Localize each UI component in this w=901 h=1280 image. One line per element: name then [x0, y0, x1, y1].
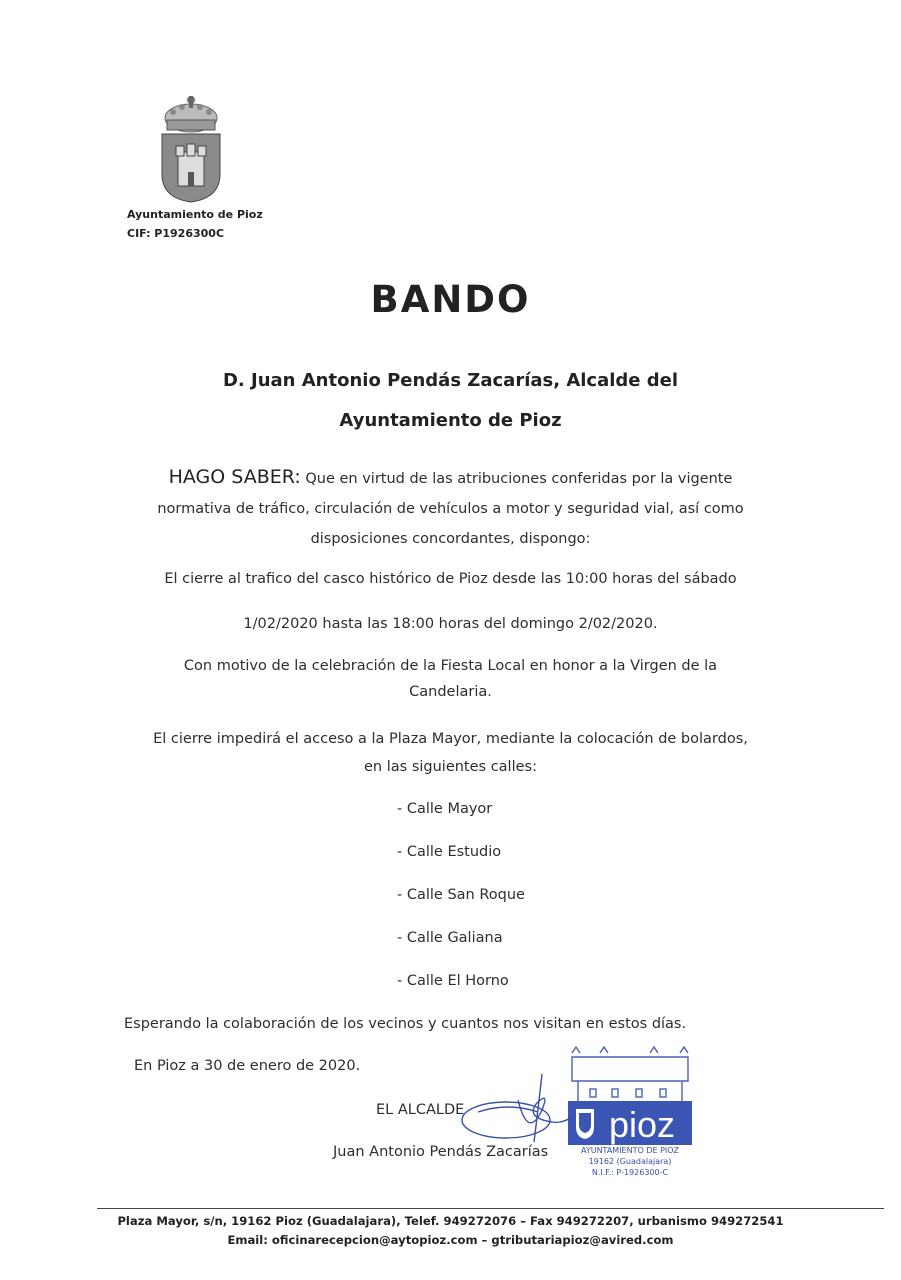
- org-cif: CIF: P1926300C: [127, 227, 225, 240]
- signature-role: EL ALCALDE: [376, 1102, 465, 1118]
- list-item: - Calle Mayor: [397, 801, 493, 817]
- list-item: - Calle San Roque: [397, 887, 525, 903]
- footer-email: Email: oficinarecepcion@aytopioz.com – gtributariapioz@avired.com: [227, 1233, 674, 1247]
- intro-line-1: [0, 466, 901, 488]
- list-item: - Calle Estudio: [397, 844, 502, 860]
- motive-line-2: Candelaria.: [409, 684, 492, 700]
- intro-text-1: Que en virtud de las atribuciones conferidas por la vigente: [305, 471, 733, 487]
- org-name: Ayuntamiento de Pioz: [127, 208, 263, 221]
- closure-line-1: El cierre al trafico del casco histórico de Pioz desde las 10:00 horas del sábado: [164, 571, 737, 587]
- signature-icon: [458, 1070, 578, 1150]
- mayor-line-2: Ayuntamiento de Pioz: [339, 410, 562, 431]
- mayor-line-1: D. Juan Antonio Pendás Zacarías, Alcalde del: [222, 370, 679, 391]
- footer-address: Plaza Mayor, s/n, 19162 Pioz (Guadalajara), Telef. 949272076 – Fax 949272207, urbanismo 949272541: [117, 1214, 784, 1228]
- motive-line-1: Con motivo de la celebración de la Fiesta Local en honor a la Virgen de la: [183, 658, 718, 674]
- intro-line-2: normativa de tráfico, circulación de vehículos a motor y seguridad vial, así como: [157, 501, 744, 517]
- access-line-2: en las siguientes calles:: [364, 759, 537, 775]
- stamp-line-2: 19162 (Guadalajara): [588, 1157, 672, 1166]
- page-title: BANDO: [370, 278, 531, 321]
- signature-name: Juan Antonio Pendás Zacarías: [333, 1144, 549, 1160]
- date-line: En Pioz a 30 de enero de 2020.: [134, 1058, 361, 1074]
- list-item: - Calle Galiana: [397, 930, 503, 946]
- stamp-brand: pioz: [608, 1104, 676, 1145]
- closing-text: Esperando la colaboración de los vecinos y cuantos nos visitan en estos días.: [124, 1016, 687, 1032]
- intro-line-3: disposiciones concordantes, dispongo:: [310, 531, 591, 547]
- hago-saber-label: HAGO SABER:: [168, 466, 301, 488]
- stamp-line-1: AYUNTAMIENTO DE PIOZ: [580, 1146, 680, 1155]
- access-line-1: El cierre impedirá el acceso a la Plaza Mayor, mediante la colocación de bolardos,: [153, 731, 748, 747]
- footer-divider: [97, 1208, 884, 1209]
- stamp-line-3: N.I.F.: P-1926300-C: [591, 1168, 669, 1177]
- coat-of-arms-icon: [158, 94, 224, 204]
- closure-line-2: 1/02/2020 hasta las 18:00 horas del domingo 2/02/2020.: [243, 616, 658, 632]
- list-item: - Calle El Horno: [397, 973, 509, 989]
